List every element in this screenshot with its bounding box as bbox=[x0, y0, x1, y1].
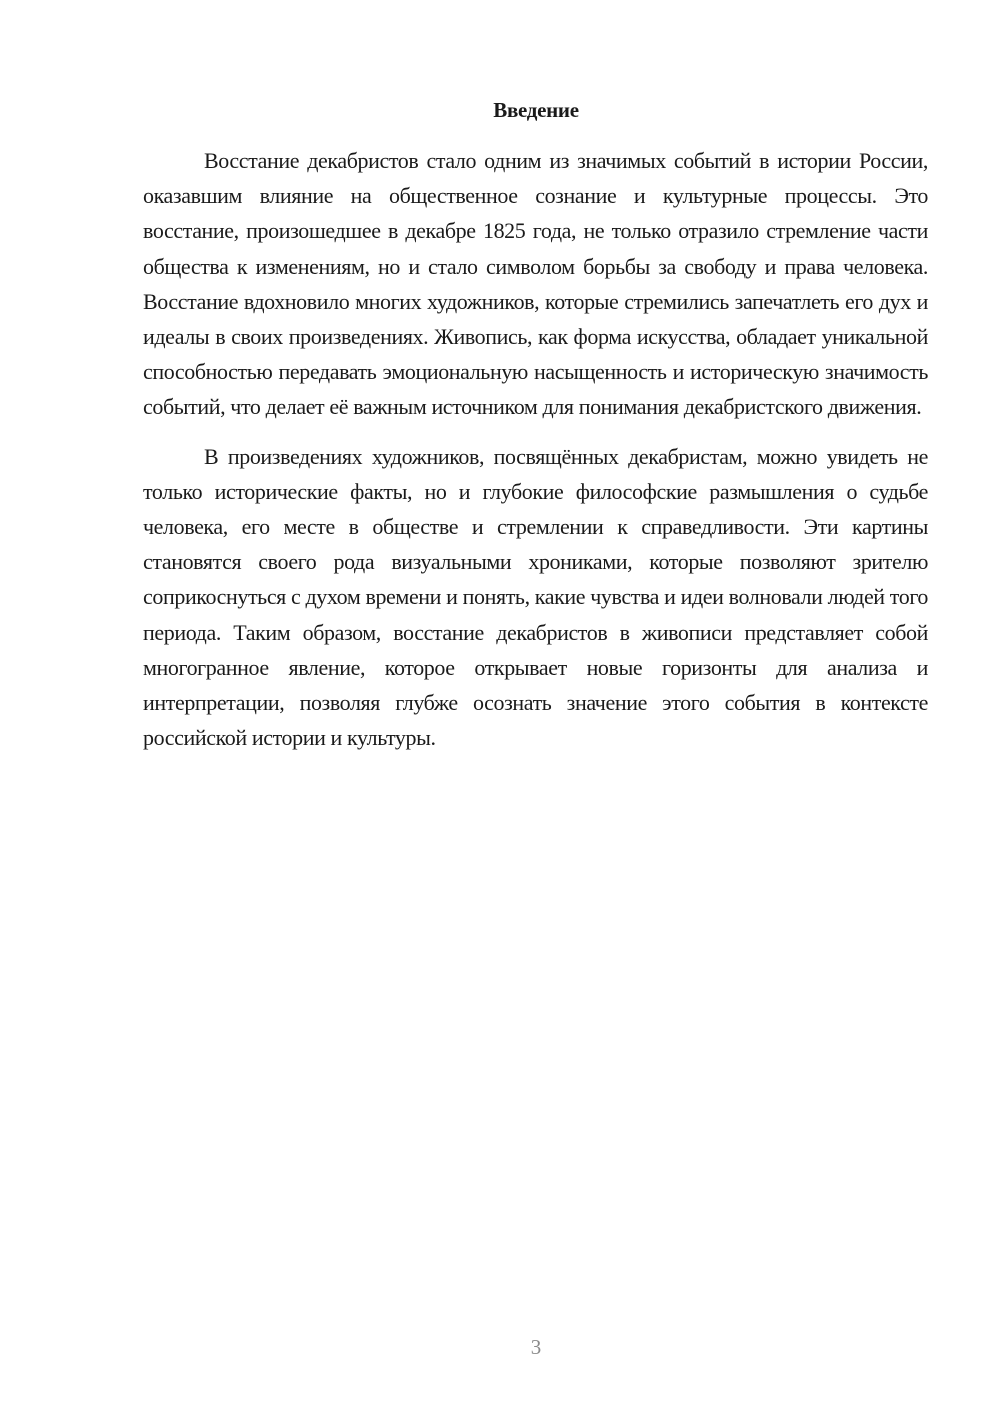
page-number: 3 bbox=[530, 1335, 542, 1359]
paragraph-2: В произведениях художников, посвящённых декабристам, можно увидеть не только исторические факты, но и глубокие философские размышления о судьбе человека, его месте в обществе и стремлении к справедливости. Эти картины становятся своего рода визуальными хрониками, которые позволяют зрителю соприкоснуться с духом времени и понять, какие чувства и идеи волновали людей того периода. Таким образом, восстание декабристов в живописи представляет собой многогранное явление, которое открывает новые горизонты для анализа и интерпретации, позволяя глубже осознать значение этого события в контексте российской истории и культуры. bbox=[143, 443, 928, 751]
body-text bbox=[143, 143, 928, 755]
section-heading: Введение bbox=[493, 98, 579, 122]
paragraph-1: Восстание декабристов стало одним из значимых событий в истории России, оказавшим влияние на общественное сознание и культурные процессы. Это восстание, произошедшее в декабре 1825 года, не только отразило стремление части общества к изменениям, но и стало символом борьбы за свободу и права человека. Восстание вдохновило многих художников, которые стремились запечатлеть его дух и идеалы в своих произведениях. Живопись, как форма искусства, обладает уникальной способностью передавать эмоциональную насыщенность и историческую значимость событий, что делает её важным источником для понимания декабристского движения. bbox=[143, 148, 928, 420]
